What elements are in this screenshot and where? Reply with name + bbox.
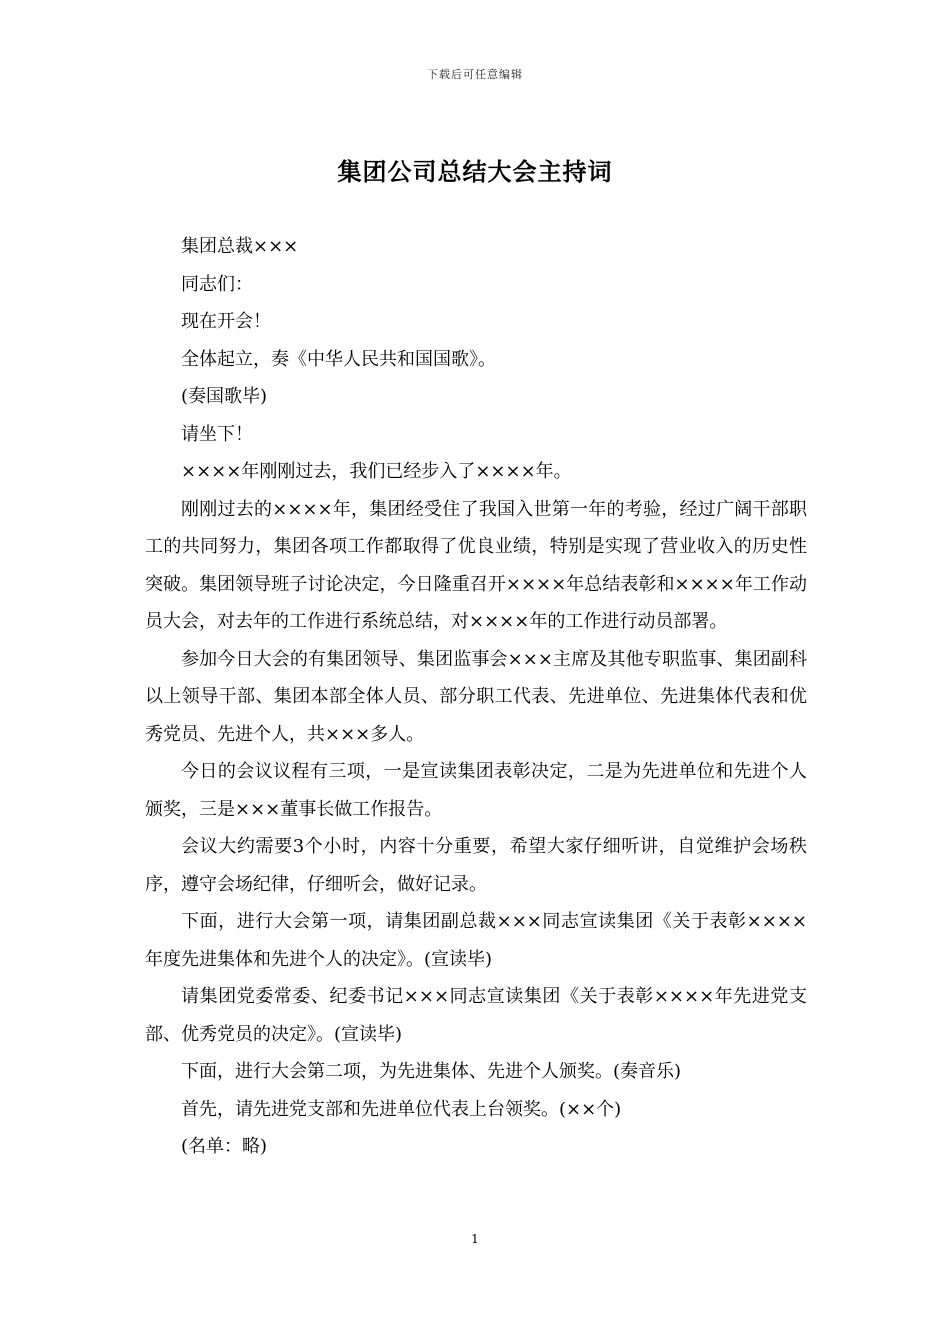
paragraph: 请集团党委常委、纪委书记×××同志宣读集团《关于表彰××××年先进党支部、优秀党员的决定》。(宣读毕) [145, 986, 807, 1045]
document-title: 集团公司总结大会主持词 [337, 158, 613, 186]
paragraph: 参加今日大会的有集团领导、集团监事会×××主席及其他专职监事、集团副科以上领导干部、集团本部全体人员、部分职工代表、先进单位、先进集体代表和优秀党员、先进个人，共×××多人。 [145, 648, 807, 745]
paragraph: 同志们： [181, 273, 253, 295]
paragraph: 今日的会议议程有三项，一是宣读集团表彰决定，二是为先进单位和先进个人颁奖，三是×××董事长做工作报告。 [145, 761, 807, 820]
paragraph: 请坐下！ [181, 423, 253, 445]
page-number: 1 [471, 1232, 479, 1246]
paragraph: (名单：略) [181, 1136, 268, 1157]
paragraph: 下面，进行大会第一项，请集团副总裁×××同志宣读集团《关于表彰××××年度先进集体和先进个人的决定》。(宣读毕) [145, 911, 807, 970]
paragraph: 现在开会！ [181, 311, 271, 332]
paragraph: 会议大约需要3个小时，内容十分重要，希望大家仔细听讲，自觉维护会场秩序，遵守会场纪律，仔细听会，做好记录。 [145, 836, 807, 895]
paragraph: 集团总裁××× [181, 236, 299, 257]
document-body [145, 228, 807, 1166]
paragraph: 首先，请先进党支部和先进单位代表上台领奖。(××个) [181, 1098, 622, 1120]
paragraph: 刚刚过去的××××年，集团经受住了我国入世第一年的考验，经过广阔干部职工的共同努力，集团各项工作都取得了优良业绩，特别是实现了营业收入的历史性突破。集团领导班子讨论决定，今日隆重召开××××年总结表彰和××××年工作动员大会，对去年的工作进行系统总结，对××××年的工作进行动员部署。 [145, 498, 807, 632]
paragraph: ××××年刚刚过去，我们已经步入了××××年。 [181, 461, 572, 482]
paragraph: (奏国歌毕) [181, 386, 268, 407]
header-note: 下载后可任意编辑 [427, 68, 523, 81]
paragraph: 全体起立，奏《中华人民共和国国歌》。 [181, 348, 496, 370]
paragraph: 下面，进行大会第二项，为先进集体、先进个人颁奖。(奏音乐) [181, 1061, 682, 1082]
